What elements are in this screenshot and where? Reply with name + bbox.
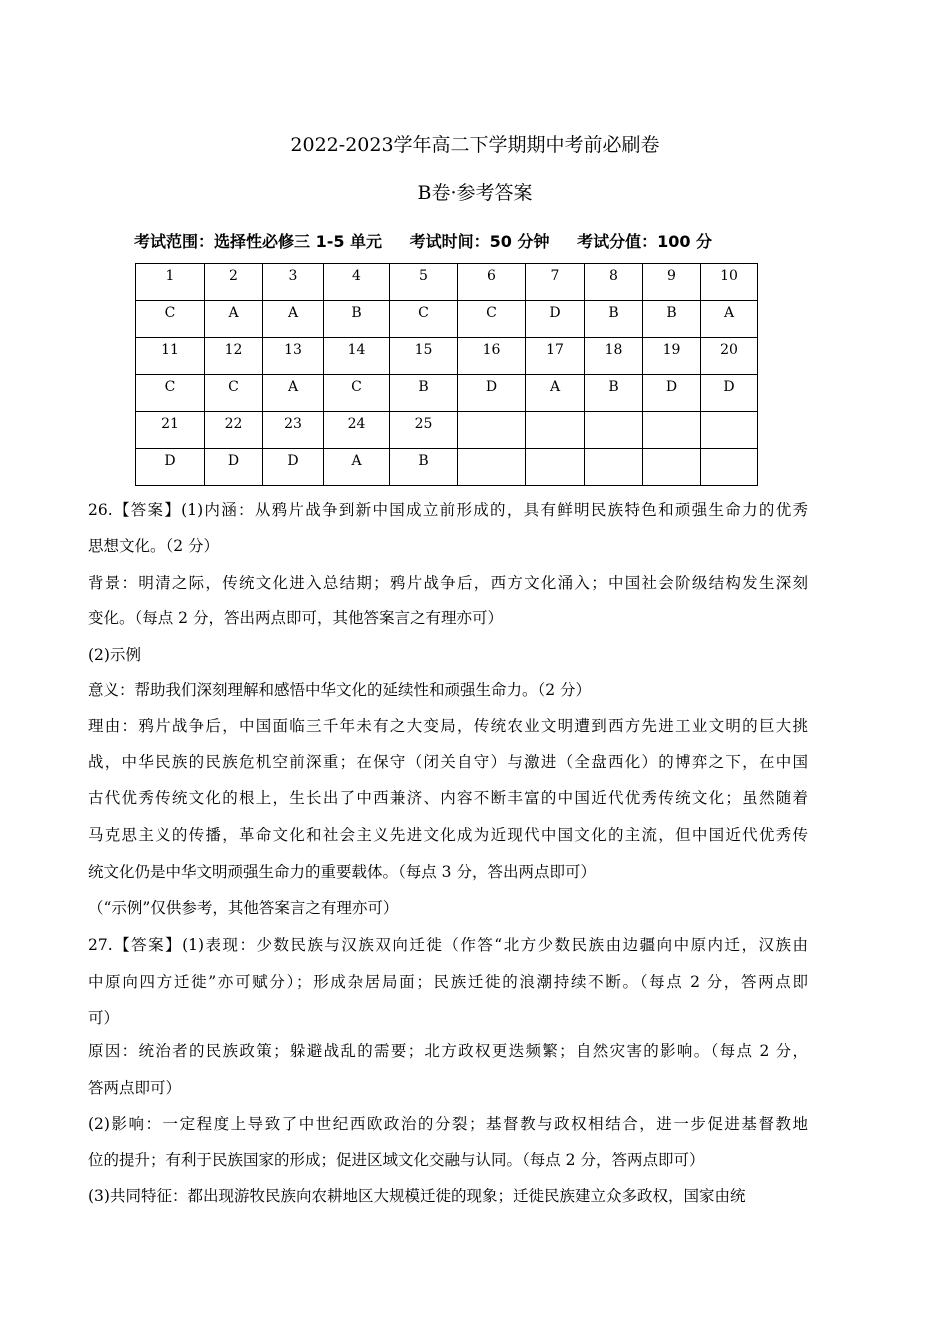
- exam-score: 考试分值：100 分: [577, 232, 713, 251]
- table-cell: B: [390, 449, 458, 486]
- text-line: 答两点即可）: [88, 1079, 182, 1097]
- table-cell: 8: [585, 264, 643, 301]
- table-cell: 17: [526, 338, 585, 375]
- table-cell: [701, 449, 758, 486]
- table-cell: C: [136, 375, 205, 412]
- table-cell: 11: [136, 338, 205, 375]
- exam-info: [134, 229, 734, 252]
- table-cell: [585, 412, 643, 449]
- table-cell: 19: [643, 338, 701, 375]
- table-cell: D: [458, 375, 526, 412]
- table-cell: B: [585, 301, 643, 338]
- text-line: (2)示例: [88, 646, 141, 664]
- table-cell: 15: [390, 338, 458, 375]
- text-line: 马克思主义的传播，革命文化和社会主义先进文化成为近现代中国文化的主流，但中国近代优秀传: [88, 826, 808, 844]
- table-cell: D: [263, 449, 324, 486]
- table-cell: [458, 449, 526, 486]
- table-cell: [585, 449, 643, 486]
- text-line: 战，中华民族的民族危机空前深重；在保守（闭关自守）与激进（全盘西化）的博弈之下，在中国: [88, 753, 808, 771]
- text-line: 位的提升；有利于民族国家的形成；促进区域文化交融与认同。（每点 2 分，答两点即可）: [88, 1151, 705, 1169]
- text-line: 变化。（每点 2 分，答出两点即可，其他答案言之有理亦可）: [88, 609, 503, 627]
- table-cell: D: [701, 375, 758, 412]
- table-cell: B: [324, 301, 390, 338]
- table-cell: 1: [136, 264, 205, 301]
- table-cell: C: [205, 375, 263, 412]
- table-cell: [458, 412, 526, 449]
- table-cell: D: [643, 375, 701, 412]
- table-cell: C: [136, 301, 205, 338]
- table-cell: 9: [643, 264, 701, 301]
- text-line: 背景：明清之际，传统文化进入总结期；鸦片战争后，西方文化涌入；中国社会阶级结构发生深刻: [88, 574, 808, 592]
- table-cell: D: [205, 449, 263, 486]
- table-cell: A: [701, 301, 758, 338]
- table-row: [136, 449, 758, 486]
- text-line: 中原向四方迁徙”亦可赋分）；形成杂居局面；民族迁徙的浪潮持续不断。（每点 2 分，答两点即: [88, 973, 808, 991]
- table-cell: B: [390, 375, 458, 412]
- table-cell: A: [324, 449, 390, 486]
- exam-time: 考试时间：50 分钟: [409, 232, 550, 251]
- table-cell: A: [263, 301, 324, 338]
- table-cell: [643, 449, 701, 486]
- table-cell: A: [205, 301, 263, 338]
- table-cell: 22: [205, 412, 263, 449]
- table-cell: 23: [263, 412, 324, 449]
- table-cell: D: [136, 449, 205, 486]
- table-cell: [526, 412, 585, 449]
- exam-scope: 考试范围：选择性必修三 1-5 单元: [134, 232, 383, 251]
- table-row: [136, 264, 758, 301]
- table-cell: B: [585, 375, 643, 412]
- text-line: 27.【答案】(1)表现：少数民族与汉族双向迁徙（作答“北方少数民族由边疆向中原内迁，汉族由: [88, 936, 808, 954]
- table-row: [136, 338, 758, 375]
- table-cell: A: [263, 375, 324, 412]
- table-cell: 7: [526, 264, 585, 301]
- table-cell: [701, 412, 758, 449]
- table-cell: [643, 412, 701, 449]
- text-line: 26.【答案】(1)内涵：从鸦片战争到新中国成立前形成的，具有鲜明民族特色和顽强生命力的优秀: [88, 501, 808, 519]
- answer-table: [135, 263, 758, 486]
- text-line: 统文化仍是中华文明顽强生命力的重要载体。（每点 3 分，答出两点即可）: [88, 863, 596, 881]
- table-cell: 6: [458, 264, 526, 301]
- document-title: 2022-2023学年高二下学期期中考前必刷卷: [290, 134, 660, 156]
- table-cell: B: [643, 301, 701, 338]
- table-cell: C: [324, 375, 390, 412]
- table-cell: 21: [136, 412, 205, 449]
- table-cell: 20: [701, 338, 758, 375]
- text-line: (2)影响：一定程度上导致了中世纪西欧政治的分裂；基督教与政权相结合，进一步促进基督教地: [88, 1115, 808, 1133]
- table-cell: 24: [324, 412, 390, 449]
- text-line: 意义：帮助我们深刻理解和感悟中华文化的延续性和顽强生命力。（2 分）: [88, 681, 592, 699]
- table-cell: 25: [390, 412, 458, 449]
- text-line: 可）: [88, 1009, 120, 1027]
- table-cell: C: [458, 301, 526, 338]
- table-cell: 2: [205, 264, 263, 301]
- table-cell: 3: [263, 264, 324, 301]
- table-cell: 14: [324, 338, 390, 375]
- table-cell: 18: [585, 338, 643, 375]
- table-cell: 16: [458, 338, 526, 375]
- table-cell: 10: [701, 264, 758, 301]
- text-line: （“示例”仅供参考，其他答案言之有理亦可）: [88, 899, 399, 917]
- table-cell: A: [526, 375, 585, 412]
- table-cell: 4: [324, 264, 390, 301]
- table-cell: D: [526, 301, 585, 338]
- document-subtitle: B卷·参考答案: [417, 182, 533, 204]
- table-row: [136, 375, 758, 412]
- text-line: 古代优秀传统文化的根上，生长出了中西兼济、内容不断丰富的中国近代优秀传统文化；虽然随着: [88, 789, 808, 807]
- text-line: 思想文化。（2 分）: [88, 537, 220, 555]
- table-row: [136, 301, 758, 338]
- table-row: [136, 412, 758, 449]
- text-line: 理由：鸦片战争后，中国面临三千年未有之大变局，传统农业文明遭到西方先进工业文明的巨大挑: [88, 717, 808, 735]
- table-cell: 12: [205, 338, 263, 375]
- table-cell: C: [390, 301, 458, 338]
- text-line: 原因：统治者的民族政策；躲避战乱的需要；北方政权更迭频繁；自然灾害的影响。（每点 2 分，: [88, 1042, 808, 1060]
- text-line: (3)共同特征：都出现游牧民族向农耕地区大规模迁徙的现象；迁徙民族建立众多政权，国家由统: [88, 1187, 746, 1205]
- table-cell: 13: [263, 338, 324, 375]
- table-cell: 5: [390, 264, 458, 301]
- table-cell: [526, 449, 585, 486]
